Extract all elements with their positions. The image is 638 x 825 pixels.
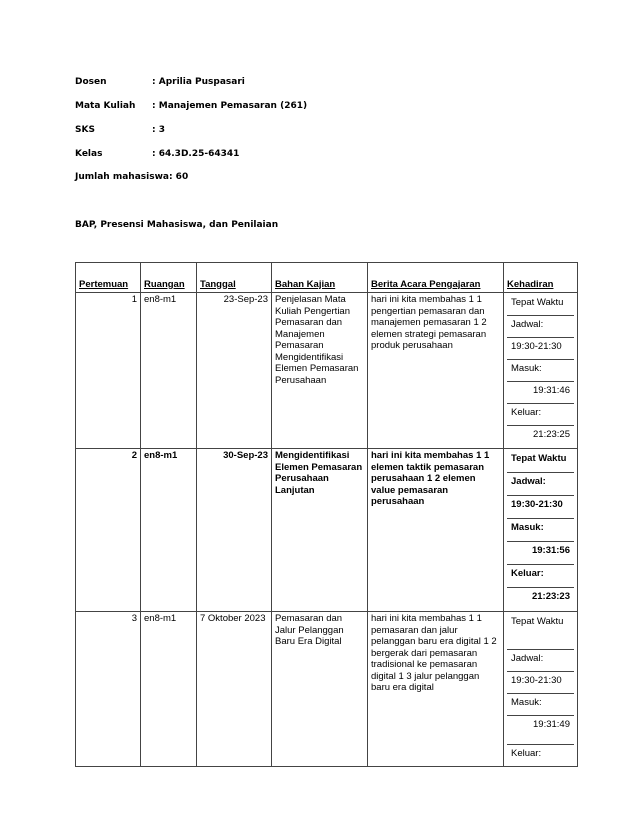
cell-pertemuan: 2 — [76, 449, 141, 612]
kehadiran-masuk-label: Masuk: — [507, 519, 574, 542]
table-header-row — [76, 263, 578, 293]
dosen-label: Dosen — [75, 77, 107, 87]
kehadiran-jadwal-label: Jadwal: — [507, 650, 574, 672]
table-row — [76, 612, 578, 767]
col-header-bahan: Bahan Kajian — [272, 263, 368, 293]
kehadiran-masuk: 19:31:46 — [507, 382, 574, 404]
cell-tanggal: 23-Sep-23 — [197, 293, 272, 449]
dosen-value: : Aprilia Puspasari — [152, 77, 245, 87]
cell-tanggal: 30-Sep-23 — [197, 449, 272, 612]
col-header-kehadiran: Kehadiran — [504, 263, 578, 293]
kehadiran-keluar-label: Keluar: — [507, 404, 574, 426]
jumlah-mahasiswa: Jumlah mahasiswa: 60 — [75, 172, 189, 182]
cell-bahan: Penjelasan Mata Kuliah Pengertian Pemasaran dan Manajemen Pemasaran Mengidentifikasi Elemen Pemasaran Perusahaan — [272, 293, 368, 449]
cell-tanggal: 7 Oktober 2023 — [197, 612, 272, 767]
kehadiran-jadwal: 19:30-21:30 — [507, 338, 574, 360]
bap-table — [75, 262, 578, 767]
cell-ruangan: en8-m1 — [141, 449, 197, 612]
kehadiran-keluar: 21:23:23 — [531, 591, 570, 602]
kehadiran-keluar: 21:23:25 — [533, 429, 570, 440]
kehadiran-jadwal: 19:30-21:30 — [507, 496, 574, 519]
kehadiran-masuk: 19:31:56 — [507, 542, 574, 565]
table-row — [76, 293, 578, 449]
cell-berita: hari ini kita membahas 1 1 pemasaran dan jalur pelanggan baru era digital 1 2 bergerak dari pemasaran tradisional ke pemasaran digital 1 3 jalur pelanggan baru era digital — [368, 612, 504, 767]
kehadiran-keluar-label: Keluar: — [511, 748, 542, 759]
col-header-tanggal: Tanggal — [197, 263, 272, 293]
col-header-ruangan: Ruangan — [141, 263, 197, 293]
matkul-value: : Manajemen Pemasaran (261) — [152, 101, 308, 111]
cell-kehadiran — [504, 612, 578, 767]
cell-pertemuan: 1 — [76, 293, 141, 449]
kehadiran-jadwal: 19:30-21:30 — [507, 672, 574, 694]
cell-ruangan: en8-m1 — [141, 293, 197, 449]
cell-kehadiran — [504, 449, 578, 612]
cell-ruangan: en8-m1 — [141, 612, 197, 767]
kehadiran-jadwal-label: Jadwal: — [507, 316, 574, 338]
kehadiran-masuk-label: Masuk: — [507, 360, 574, 382]
kehadiran-status: Tepat Waktu — [507, 450, 574, 473]
kelas-value: : 64.3D.25-64341 — [152, 149, 240, 159]
kelas-label: Kelas — [75, 149, 103, 159]
table-row — [76, 449, 578, 612]
col-header-berita: Berita Acara Pengajaran — [368, 263, 504, 293]
cell-pertemuan: 3 — [76, 612, 141, 767]
col-header-pertemuan: Pertemuan — [76, 263, 141, 293]
cell-bahan: Mengidentifikasi Elemen Pemasaran Perusahaan Lanjutan — [272, 449, 368, 612]
kehadiran-masuk-label: Masuk: — [507, 694, 574, 716]
sks-label: SKS — [75, 125, 95, 135]
section-title: BAP, Presensi Mahasiswa, dan Penilaian — [75, 220, 279, 230]
kehadiran-status: Tepat Waktu — [507, 294, 574, 316]
kehadiran-status: Tepat Waktu — [507, 613, 574, 650]
kehadiran-jadwal-label: Jadwal: — [507, 473, 574, 496]
sks-value: : 3 — [152, 125, 165, 135]
cell-berita: hari ini kita membahas 1 1 pengertian pemasaran dan manajemen pemasaran 1 2 elemen strategi pemasaran produk perusahaan — [368, 293, 504, 449]
matkul-label: Mata Kuliah — [75, 101, 136, 111]
kehadiran-masuk: 19:31:49 — [507, 716, 574, 745]
cell-bahan: Pemasaran dan Jalur Pelanggan Baru Era Digital — [272, 612, 368, 767]
cell-kehadiran — [504, 293, 578, 449]
kehadiran-keluar-label: Keluar: — [507, 565, 574, 588]
cell-berita: hari ini kita membahas 1 1 elemen taktik pemasaran perusahaan 1 2 elemen value pemasaran perusahaan — [368, 449, 504, 612]
